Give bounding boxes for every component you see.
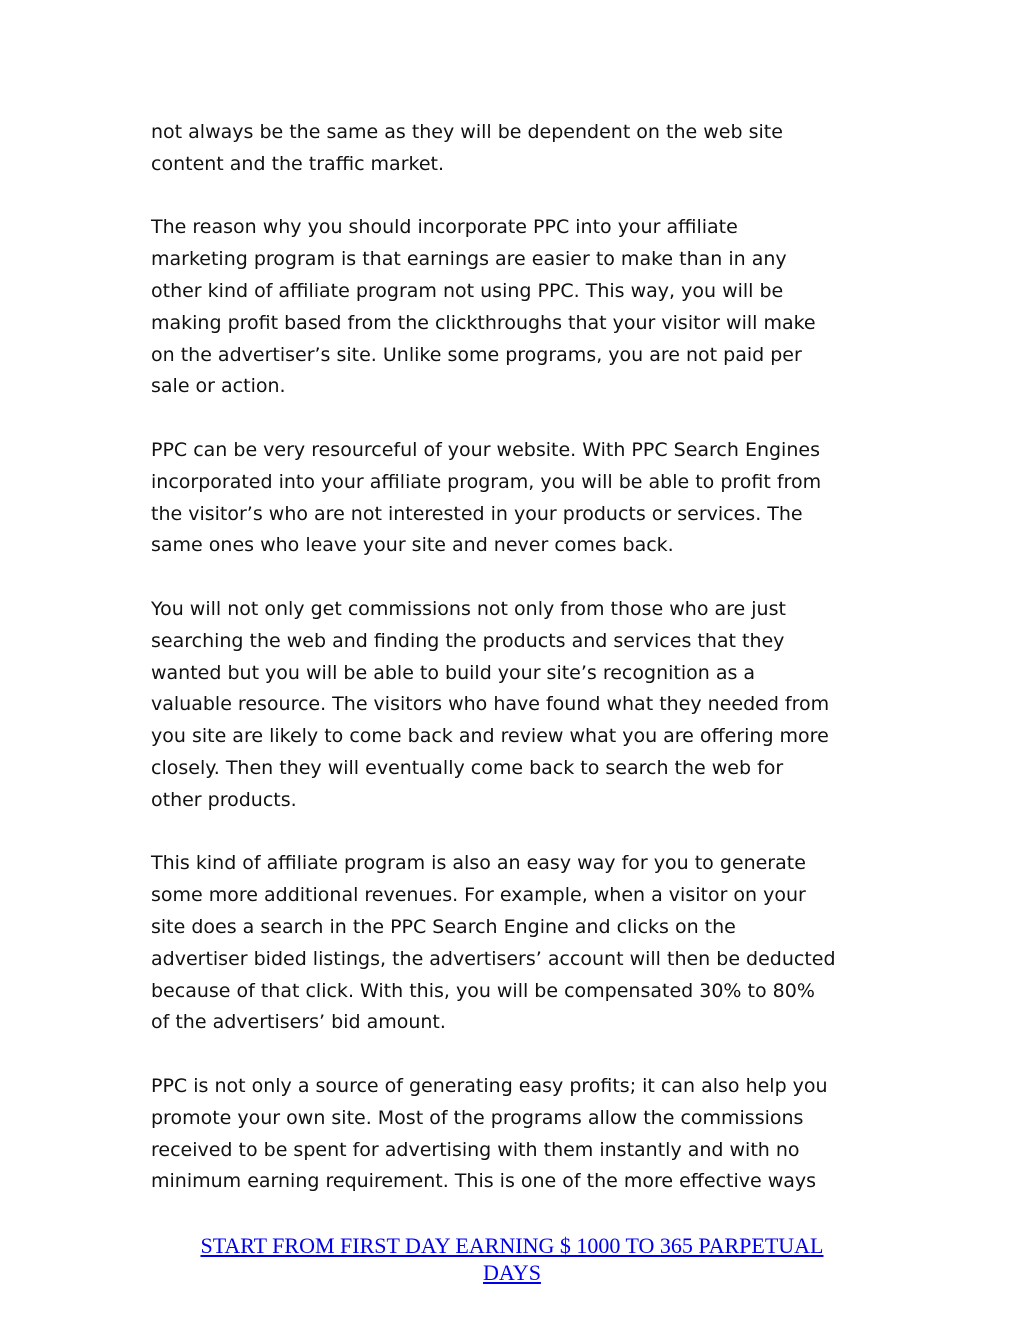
paragraph-1: not always be the same as they will be dependent on the web site content and the traffic market.	[151, 121, 783, 175]
paragraph-3: PPC can be very resourceful of your website. With PPC Search Engines incorporated into your affiliate program, you will be able to profit from the visitor’s who are not interested in your products or services. The same ones who leave your site and never comes back.	[151, 438, 822, 557]
paragraph-4: You will not only get commissions not only from those who are just searching the web and finding the products and services that they wanted but you will be able to build your site’s recognition as a valuable resource. The visitors who have found what they needed from you site are likely to come back and review what you are offering more closely. Then they will eventually come back to search the web for other products.	[151, 597, 830, 811]
document-body	[151, 117, 891, 1198]
promo-link[interactable]: START FROM FIRST DAY EARNING $ 1000 TO 365 PARPETUAL DAYS	[200, 1233, 824, 1285]
paragraph-6: PPC is not only a source of generating easy profits; it can also help you promote your own site. Most of the programs allow the commissions received to be spent for advertising with them instantly and with no minimum earning requirement. This is one of the more effective ways	[151, 1074, 828, 1193]
paragraph-2: The reason why you should incorporate PPC into your affiliate marketing program is that earnings are easier to make than in any other kind of affiliate program not using PPC. This way, you will be making profit based from the clickthroughs that your visitor will make on the advertiser’s site. Unlike some programs, you are not paid per sale or action.	[151, 216, 816, 398]
paragraph-5: This kind of affiliate program is also an easy way for you to generate some more additional revenues. For example, when a visitor on your site does a search in the PPC Search Engine and clicks on the advertiser bided listings, the advertisers’ account will then be deducted because of that click. With this, you will be compensated 30% to 80% of the advertisers’ bid amount.	[151, 852, 836, 1034]
